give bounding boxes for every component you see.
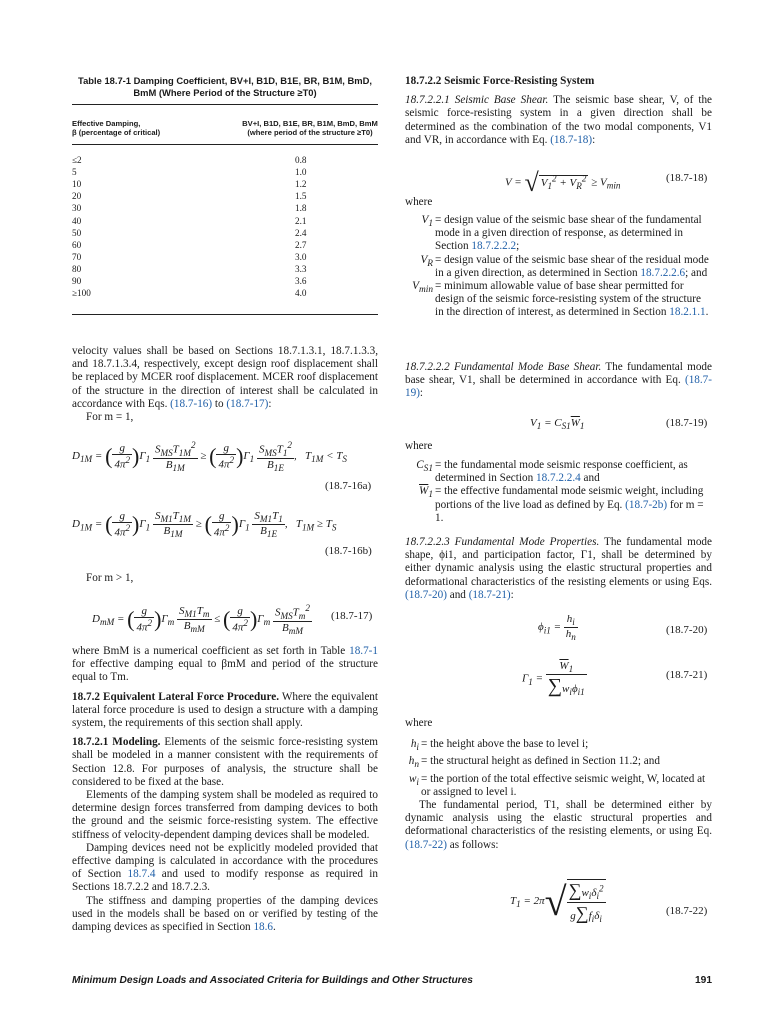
- for-m-equals-1: For m = 1,: [86, 411, 134, 424]
- fundamental-mode-base-shear-text: The fundamental mode base shear, V1, shall be determined in accordance with Eq.: [405, 361, 712, 387]
- where-1: where: [405, 196, 433, 208]
- table-col1-header-line2: β (percentage of critical): [72, 128, 161, 138]
- coefficient-cell: 4.0: [295, 288, 307, 299]
- equation-18-7-16a: $D_{1M}$ = ( $\frac{g}{4\pi^2}$ )$\Gamma_1$ $\frac{S_{MS}T_{1M}^2}{B_{1M}}$ ≥ ( $\frac{g}{4\pi^2}$ )$\Gamma_1$ $\frac{S_{MS}T_1^2}{B_{1E}}$ , $T_{1M} < T_S$: [72, 440, 347, 474]
- def-hn: [405, 755, 712, 772]
- def-hn-symbol: $h_n$: [408, 755, 419, 771]
- damping-cell: 90: [72, 276, 82, 286]
- equation-18-7-22: $T_1 = 2\pi√$ $\frac{\sum w_i\delta_i^2}{g\sum f_i\delta_i}$: [510, 879, 604, 924]
- mcer-text-mid: to: [212, 397, 227, 410]
- def-cs1-symbol: $C_{S1}$: [416, 459, 433, 475]
- def-wi: [405, 773, 712, 799]
- section-18-7-2-1-paragraph: [72, 736, 378, 789]
- fundamental-period-block: [405, 799, 712, 852]
- fundamental-mode-base-shear-end: :: [419, 387, 424, 400]
- table-row: [72, 216, 378, 228]
- damping-devices-end: and used to modify response as required in Sections 18.7.2.2 and 18.7.2.3.: [72, 868, 378, 894]
- eq-number-18-7-18: (18.7-18): [666, 172, 708, 184]
- section-18-7-2-2-heading: 18.7.2.2 Seismic Force-Resisting System: [405, 75, 595, 87]
- table-row: [72, 155, 378, 167]
- coefficient-cell: 3.0: [295, 251, 307, 262]
- def-vr-symbol: $V_R$: [420, 253, 433, 269]
- table-row: [72, 264, 378, 276]
- def-vmin-text: [435, 280, 712, 320]
- def-hi-symbol: $h_i$: [410, 738, 419, 754]
- damping-cell: 20: [72, 191, 82, 202]
- table-bottom-rule: [72, 314, 378, 315]
- section-18-7-2-2-3-heading: 18.7.2.2.3 Fundamental Mode Properties.: [405, 536, 600, 548]
- damping-cell: 60: [72, 239, 82, 250]
- table-title-line-2: BmM (Where Period of the Structure ≥T0): [133, 87, 317, 98]
- damping-cell: 50: [72, 227, 82, 238]
- definitions-v: [405, 214, 712, 320]
- damping-cell: 80: [72, 263, 82, 274]
- stiffness-text: The stiffness and damping properties of the damping devices used in the models shall be based on or verified by testing of the damping devices as specified in Section: [72, 894, 378, 934]
- eq-number-18-7-21: (18.7-21): [666, 669, 708, 681]
- fundamental-period-end: as follows:: [446, 838, 499, 851]
- eq-link-18-7-17[interactable]: (18.7-17): [226, 397, 269, 410]
- damping-cell: 30: [72, 203, 82, 214]
- def-v1-body: = design value of the seismic base shear of the fundamental mode in a given direction of response, as determined in Section: [435, 214, 702, 253]
- fundamental-mode-base-shear-block: [405, 361, 712, 401]
- section-18-7-2-1-text: Elements of the seismic force-resisting system shall be modeled in a manner consistent with the requirements of Section 12.8. For purposes of analysis, the structure shall be considered to be fixed at the base.: [72, 736, 379, 788]
- mcer-text: velocity values shall be based on Sections 18.7.1.3.1, 18.7.1.3.3, and 18.7.1.3.4, respectively, except design roof displacement shall be replaced by MCER roof displacement. MCER roof displacement of the structure in the direction of interest shall be calculated in accordance with Eqs.: [72, 345, 378, 410]
- eq-link-18-7-21[interactable]: (18.7-21): [468, 588, 511, 601]
- coefficient-cell: 2.7: [295, 239, 307, 250]
- def-w1-body: = the effective fundamental mode seismic weight, including portions of the live load as defined by Eq.: [435, 485, 704, 511]
- definitions-cs1: [405, 459, 712, 525]
- def-vmin-end: .: [705, 306, 709, 319]
- table-row: [72, 228, 378, 240]
- damping-cell: 40: [72, 215, 82, 226]
- def-w1-end: for m = 1.: [435, 498, 704, 524]
- coefficient-cell: 3.6: [295, 276, 307, 286]
- damping-cell: ≥100: [72, 288, 91, 299]
- def-cs1-body: = the fundamental mode seismic response coefficient, as determined in Section: [435, 459, 688, 485]
- section-18-7-2-heading: 18.7.2 Equivalent Lateral Force Procedure.: [72, 690, 279, 703]
- def-vmin-body: = minimum allowable value of base shear permitted for design of the seismic force-resisting system of the structure in the direction of interest, as determined in Section: [435, 280, 701, 319]
- table-col2-header-line1: BV+I, B1D, B1E, BR, B1M, BmD, BmM: [242, 119, 378, 128]
- table-col1-header: [72, 119, 160, 138]
- section-18-7-2-2-1-heading: 18.7.2.2.1 Seismic Base Shear.: [405, 94, 549, 107]
- table-row: [72, 191, 378, 203]
- def-v1: [405, 214, 712, 254]
- equation-18-7-17: $D_{mM}$ = ( $\frac{g}{4\pi^2}$ )$\Gamma_m$ $\frac{S_{M1}T_m}{B_{mM}}$ ≤ ( $\frac{g}{4\pi^2}$ )$\Gamma_m$ $\frac{S_{MS}T_m^2}{B_{mM}}$: [92, 603, 310, 637]
- def-vr-end: ; and: [685, 266, 708, 279]
- table-row: [72, 167, 378, 179]
- for-m-greater-1: For m > 1,: [86, 572, 134, 584]
- eq-link-18-7-19[interactable]: (18.7-19): [405, 374, 712, 400]
- coefficient-cell: 2.4: [295, 227, 307, 238]
- damping-devices-paragraph: [72, 842, 378, 895]
- eq-number-18-7-22: (18.7-22): [666, 905, 708, 917]
- def-w1: [405, 485, 712, 525]
- section-18-7-2-1-heading: 18.7.2.1 Modeling.: [72, 736, 161, 749]
- page-number: 191: [695, 975, 712, 986]
- equation-18-7-20: $\phi_{i1}$ = $\frac{h_i}{h_n}$: [538, 613, 576, 643]
- def-v1-symbol: $V_1$: [421, 214, 433, 230]
- table-row: [72, 240, 378, 252]
- equation-18-7-18: V = √ $V_1^2 + V_R^2 \ge V_{min}$: [505, 168, 621, 197]
- where-bmm-end: for effective damping equal to βmM and period of the structure equal to Tm.: [72, 658, 378, 684]
- def-vr: [405, 254, 712, 280]
- coefficient-cell: 1.2: [295, 179, 307, 190]
- where-2: where: [405, 440, 433, 452]
- def-w1-text: [435, 485, 712, 525]
- def-vr-body: = design value of the seismic base shear of the residual mode in a given direction, as determined in Section: [435, 253, 709, 279]
- eq-link-18-7-20[interactable]: (18.7-20): [405, 588, 447, 601]
- page-footer: [72, 975, 712, 986]
- equation-18-7-16b: $D_{1M}$ = ( $\frac{g}{4\pi^2}$ )$\Gamma_1$ $\frac{S_{M1}T_{1M}}{B_{1M}}$ ≥ ( $\frac{g}{4\pi^2}$ )$\Gamma_1$ $\frac{S_{M1}T_1}{B_{1E}}$ , $T_{1M} \ge T_S$: [72, 510, 337, 540]
- def-v1-end: ;: [516, 240, 520, 253]
- eq-number-18-7-17: (18.7-17): [331, 610, 373, 622]
- equation-18-7-21: $\Gamma_1$ = $\frac{\overline{W}_1}{\sum w_i\phi_{i1}}$: [522, 660, 585, 698]
- eq-number-18-7-16a: (18.7-16a): [325, 480, 372, 492]
- section-link-18-6[interactable]: 18.6: [253, 921, 274, 934]
- table-title-line-1: Table 18.7-1 Damping Coefficient, BV+I, B1D, B1E, BR, B1M, BmD,: [78, 75, 372, 86]
- coefficient-cell: 1.5: [295, 191, 307, 202]
- right-top-text: [405, 75, 712, 147]
- def-wi-symbol: $w_i$: [408, 772, 419, 789]
- eq-link-18-7-2b[interactable]: (18.7-2b): [625, 498, 668, 511]
- table-row: [72, 252, 378, 264]
- table-row: [72, 288, 378, 300]
- section-link-18-7-2-2-2[interactable]: 18.7.2.2.2: [471, 240, 517, 253]
- where-bmm-paragraph: [72, 645, 378, 685]
- coefficient-cell: 3.3: [295, 263, 307, 274]
- stiffness-paragraph: [72, 895, 378, 935]
- def-vmin-symbol: $V_{min}$: [412, 280, 433, 296]
- def-cs1-text: [435, 459, 712, 485]
- coefficient-cell: 2.1: [295, 215, 307, 226]
- table-col2-header-line2: (where period of the structure ≥T0): [247, 128, 373, 138]
- eq-number-18-7-16b: (18.7-16b): [325, 545, 372, 557]
- table-row: [72, 179, 378, 191]
- fundamental-period-text: The fundamental period, T1, shall be determined either by dynamic analysis using the elastic structural properties and deformational characteristics of the resisting elements, or using Eq.: [405, 799, 712, 838]
- damping-cell: 5: [72, 167, 77, 178]
- def-cs1: [405, 459, 712, 485]
- def-vr-text: [435, 254, 712, 280]
- coefficient-cell: 1.0: [295, 167, 307, 178]
- fundamental-mode-properties-mid: and: [446, 588, 469, 601]
- left-paragraph-mcer: [72, 345, 378, 424]
- eq-link-18-7-18[interactable]: (18.7-18): [550, 133, 593, 146]
- stiffness-end: .: [273, 921, 276, 934]
- table-col2-header: [240, 119, 380, 138]
- table-row: [72, 276, 378, 288]
- footer-title: Minimum Design Loads and Associated Criteria for Buildings and Other Structures: [72, 975, 473, 986]
- table-link-18-7-1[interactable]: 18.7-1: [349, 645, 378, 657]
- mcer-text-end: :: [268, 397, 272, 410]
- coefficient-cell: 0.8: [295, 155, 307, 165]
- definitions-h-w: [405, 738, 712, 799]
- table-title: [72, 75, 378, 99]
- table-row: [72, 203, 378, 215]
- fundamental-mode-properties-block: [405, 536, 712, 602]
- damping-cell: ≤2: [72, 155, 82, 165]
- fundamental-mode-properties-end: :: [510, 588, 514, 601]
- section-link-18-7-4[interactable]: 18.7.4: [127, 868, 156, 881]
- where-bmm-text: where BmM is a numerical coefficient as set forth in Table: [72, 645, 350, 657]
- def-hi-text: = the height above the base to level i;: [421, 738, 589, 750]
- section-18-7-2-text: Where the equivalent lateral force procedure is used to design a structure with a damping system, the requirements of this section shall apply.: [72, 690, 378, 730]
- section-18-7-2-paragraph: [72, 691, 378, 731]
- eq-link-18-7-22[interactable]: (18.7-22): [405, 838, 447, 851]
- table-top-rule: [72, 104, 378, 105]
- coefficient-cell: 1.8: [295, 203, 307, 214]
- damping-cell: 70: [72, 251, 82, 262]
- eq-link-18-7-16[interactable]: (18.7-16): [170, 397, 213, 410]
- eq-number-18-7-19: (18.7-19): [666, 417, 708, 429]
- def-cs1-end: and: [580, 472, 600, 485]
- def-wi-text: = the portion of the total effective seismic weight, W, located at or assigned to level i.: [421, 772, 706, 799]
- damping-system-paragraph: Elements of the damping system shall be modeled as required to determine design forces transferred from damping devices to both the ground and the seismic force-resisting system. The effective stiffness of velocity-dependent damping devices shall be modeled.: [72, 789, 378, 841]
- def-hn-text: = the structural height as defined in Section 11.2; and: [421, 755, 660, 768]
- def-vmin: [405, 280, 712, 320]
- section-link-18-7-2-2-6[interactable]: 18.7.2.2.6: [640, 266, 686, 279]
- fundamental-mode-properties-paragraph: [405, 536, 712, 602]
- section-link-18-2-1-1[interactable]: 18.2.1.1: [669, 306, 706, 319]
- fundamental-mode-base-shear-paragraph: [405, 361, 712, 401]
- section-link-18-7-2-2-4[interactable]: 18.7.2.2.4: [535, 472, 581, 485]
- damping-cell: 10: [72, 179, 82, 190]
- damping-devices-text: Damping devices need not be explicitly modeled provided that effective damping is calculated in accordance with the procedures of Section: [72, 841, 378, 881]
- def-v1-text: [435, 214, 712, 254]
- seismic-base-shear-paragraph: [405, 94, 712, 147]
- eq-number-18-7-20: (18.7-20): [666, 624, 708, 636]
- fundamental-period-paragraph: [405, 799, 712, 852]
- left-lower-text: [72, 645, 378, 934]
- def-hi: [405, 738, 712, 755]
- section-18-7-2-2-2-heading: 18.7.2.2.2 Fundamental Mode Base Shear.: [405, 361, 602, 373]
- where-3: where: [405, 717, 433, 729]
- table-col1-header-line1: Effective Damping,: [72, 119, 141, 128]
- seismic-base-shear-end: :: [592, 133, 596, 146]
- def-w1-symbol: $\overline{W}_1$: [419, 485, 433, 501]
- seismic-base-shear-text: The seismic base shear, V, of the seismic force-resisting system in a given direction shall be determined as the combination of the two modal components, V1 and VR, in accordance with Eq.: [405, 94, 713, 146]
- equation-18-7-19: $V_1 = C_{S1}\overline{W}_1$: [530, 417, 585, 432]
- table-header-rule: [72, 144, 378, 145]
- fundamental-mode-properties-text: The fundamental mode shape, ϕi1, and participation factor, Γ1, shall be determined by either dynamic analysis using the elastic structural properties and deformational characteristics of the resisting elements or using Eqs.: [405, 536, 712, 588]
